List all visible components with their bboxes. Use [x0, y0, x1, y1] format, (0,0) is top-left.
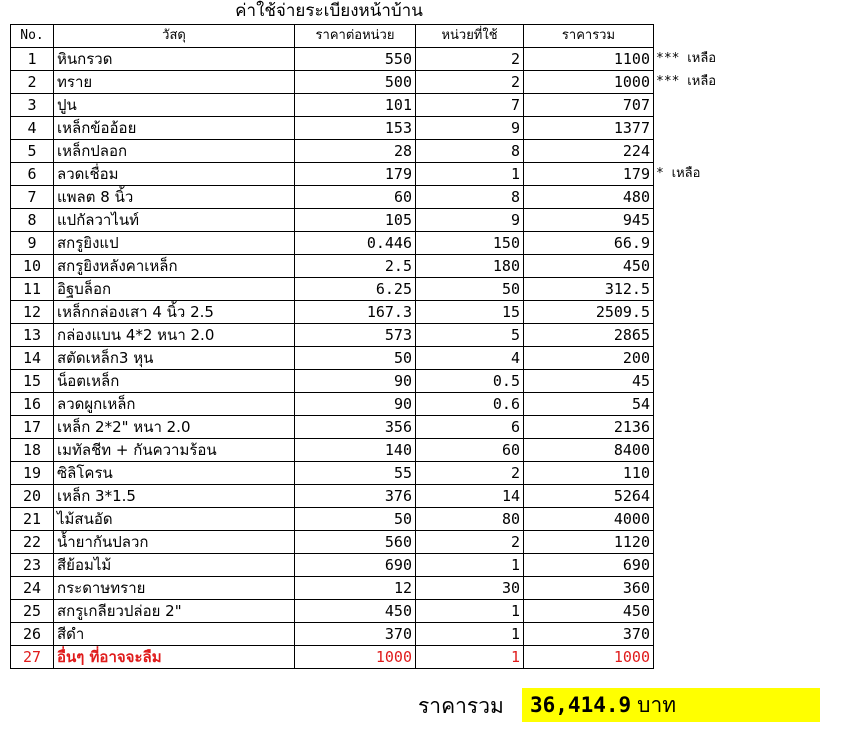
cell-qty: 1	[416, 623, 524, 646]
cell-price: 12	[295, 577, 416, 600]
cell-total: 110	[524, 462, 654, 485]
cell-name: เหล็ก 2*2" หนา 2.0	[54, 416, 295, 439]
cell-qty: 2	[416, 48, 524, 71]
grand-total-label: ราคารวม	[418, 694, 504, 718]
cell-name: ลวดผูกเหล็ก	[54, 393, 295, 416]
cell-price: 0.446	[295, 232, 416, 255]
cell-name: แพลต 8 นิ้ว	[54, 186, 295, 209]
cell-qty: 2	[416, 531, 524, 554]
header-no: No.	[11, 25, 54, 48]
cell-name: สกรูเกลียวปล่อย 2"	[54, 600, 295, 623]
cell-price: 550	[295, 48, 416, 71]
table-row	[11, 485, 654, 508]
cell-qty: 2	[416, 462, 524, 485]
cell-no: 17	[11, 416, 54, 439]
cell-no: 12	[11, 301, 54, 324]
cell-no: 22	[11, 531, 54, 554]
cell-name: สีดำ	[54, 623, 295, 646]
cell-no: 20	[11, 485, 54, 508]
cell-qty: 6	[416, 416, 524, 439]
table-row	[11, 71, 654, 94]
cell-no: 21	[11, 508, 54, 531]
cell-price: 500	[295, 71, 416, 94]
cell-price: 376	[295, 485, 416, 508]
cell-total: 200	[524, 347, 654, 370]
table-row	[11, 508, 654, 531]
cell-price: 153	[295, 117, 416, 140]
cell-price: 560	[295, 531, 416, 554]
cell-price: 28	[295, 140, 416, 163]
cell-qty: 9	[416, 117, 524, 140]
table-row	[11, 94, 654, 117]
cell-total: 45	[524, 370, 654, 393]
table-row	[11, 646, 654, 669]
cell-qty: 8	[416, 186, 524, 209]
table-row	[11, 554, 654, 577]
cell-price: 55	[295, 462, 416, 485]
cell-price: 60	[295, 186, 416, 209]
cell-no: 13	[11, 324, 54, 347]
table-row	[11, 117, 654, 140]
cell-qty: 8	[416, 140, 524, 163]
cell-no: 27	[11, 646, 54, 669]
cell-qty: 4	[416, 347, 524, 370]
cell-qty: 150	[416, 232, 524, 255]
cell-no: 26	[11, 623, 54, 646]
cell-price: 690	[295, 554, 416, 577]
cell-name: เหล็กข้ออ้อย	[54, 117, 295, 140]
cell-total: 450	[524, 600, 654, 623]
table-row	[11, 370, 654, 393]
cell-no: 19	[11, 462, 54, 485]
cell-total: 1377	[524, 117, 654, 140]
cell-no: 1	[11, 48, 54, 71]
header-quantity: หน่วยที่ใช้	[416, 25, 524, 48]
cell-no: 16	[11, 393, 54, 416]
table-row	[11, 186, 654, 209]
cell-qty: 0.6	[416, 393, 524, 416]
cell-name: เหล็ก 3*1.5	[54, 485, 295, 508]
cell-qty: 1	[416, 646, 524, 669]
cell-no: 18	[11, 439, 54, 462]
cell-name: อิฐบล็อก	[54, 278, 295, 301]
cell-price: 167.3	[295, 301, 416, 324]
cell-total: 1120	[524, 531, 654, 554]
table-row	[11, 577, 654, 600]
row-note: *** เหลือ	[656, 74, 717, 89]
table-row	[11, 140, 654, 163]
cell-price: 6.25	[295, 278, 416, 301]
cell-no: 2	[11, 71, 54, 94]
cell-no: 11	[11, 278, 54, 301]
cell-price: 90	[295, 393, 416, 416]
cell-total: 8400	[524, 439, 654, 462]
cell-total: 480	[524, 186, 654, 209]
cell-qty: 180	[416, 255, 524, 278]
table-row	[11, 462, 654, 485]
cell-qty: 2	[416, 71, 524, 94]
cell-price: 2.5	[295, 255, 416, 278]
cell-price: 450	[295, 600, 416, 623]
cell-price: 105	[295, 209, 416, 232]
cell-name: กระดาษทราย	[54, 577, 295, 600]
header-material: วัสดุ	[54, 25, 295, 48]
cell-name: หินกรวด	[54, 48, 295, 71]
cell-qty: 7	[416, 94, 524, 117]
cell-qty: 0.5	[416, 370, 524, 393]
cell-no: 6	[11, 163, 54, 186]
cell-name: ซิลิโครน	[54, 462, 295, 485]
row-note: *** เหลือ	[656, 51, 717, 66]
cell-total: 945	[524, 209, 654, 232]
cell-no: 23	[11, 554, 54, 577]
cell-price: 101	[295, 94, 416, 117]
cell-name: สีย้อมไม้	[54, 554, 295, 577]
cell-total: 5264	[524, 485, 654, 508]
cell-total: 1000	[524, 71, 654, 94]
table-row	[11, 600, 654, 623]
cell-price: 90	[295, 370, 416, 393]
cell-qty: 30	[416, 577, 524, 600]
cell-name: ลวดเชื่อม	[54, 163, 295, 186]
cell-total: 179	[524, 163, 654, 186]
cell-total: 360	[524, 577, 654, 600]
cell-no: 10	[11, 255, 54, 278]
cell-price: 370	[295, 623, 416, 646]
cell-total: 54	[524, 393, 654, 416]
cell-no: 9	[11, 232, 54, 255]
cost-table	[10, 24, 654, 669]
cell-no: 15	[11, 370, 54, 393]
cell-qty: 1	[416, 163, 524, 186]
cell-price: 140	[295, 439, 416, 462]
cell-qty: 14	[416, 485, 524, 508]
cell-name: ไม้สนอัด	[54, 508, 295, 531]
cell-total: 4000	[524, 508, 654, 531]
cell-price: 50	[295, 347, 416, 370]
table-row	[11, 232, 654, 255]
header-row	[11, 25, 654, 48]
cell-price: 179	[295, 163, 416, 186]
cell-total: 2509.5	[524, 301, 654, 324]
table-row	[11, 255, 654, 278]
grand-total-value: 36,414.9	[530, 693, 632, 717]
cell-qty: 50	[416, 278, 524, 301]
grand-total-unit: บาท	[637, 693, 677, 717]
cell-total: 450	[524, 255, 654, 278]
table-row	[11, 278, 654, 301]
sheet-title: ค่าใช้จ่ายระเบียงหน้าบ้าน	[235, 1, 423, 21]
table-row	[11, 163, 654, 186]
cell-qty: 15	[416, 301, 524, 324]
cell-qty: 80	[416, 508, 524, 531]
table-row	[11, 623, 654, 646]
cell-name: สตัดเหล็ก3 หุน	[54, 347, 295, 370]
cell-total: 224	[524, 140, 654, 163]
cell-total: 312.5	[524, 278, 654, 301]
table-row	[11, 439, 654, 462]
cell-name: น้ำยากันปลวก	[54, 531, 295, 554]
cell-name: กล่องแบน 4*2 หนา 2.0	[54, 324, 295, 347]
cell-no: 4	[11, 117, 54, 140]
table-row	[11, 301, 654, 324]
cell-no: 25	[11, 600, 54, 623]
cell-total: 1100	[524, 48, 654, 71]
table-row	[11, 416, 654, 439]
cell-name: น็อตเหล็ก	[54, 370, 295, 393]
cell-total: 707	[524, 94, 654, 117]
cell-price: 1000	[295, 646, 416, 669]
cell-name: เมทัลชีท + กันความร้อน	[54, 439, 295, 462]
cell-price: 356	[295, 416, 416, 439]
cell-qty: 5	[416, 324, 524, 347]
cell-no: 24	[11, 577, 54, 600]
cell-name: เหล็กปลอก	[54, 140, 295, 163]
cell-qty: 1	[416, 600, 524, 623]
header-unit-price: ราคาต่อหน่วย	[295, 25, 416, 48]
cell-no: 8	[11, 209, 54, 232]
cell-price: 573	[295, 324, 416, 347]
row-note: * เหลือ	[656, 166, 701, 181]
cell-total: 370	[524, 623, 654, 646]
cell-no: 7	[11, 186, 54, 209]
cell-total: 66.9	[524, 232, 654, 255]
cell-no: 5	[11, 140, 54, 163]
cell-name: สกรูยิงแป	[54, 232, 295, 255]
table-row	[11, 324, 654, 347]
cell-name: เหล็กกล่องเสา 4 นิ้ว 2.5	[54, 301, 295, 324]
cell-no: 3	[11, 94, 54, 117]
cell-name: สกรูยิงหลังคาเหล็ก	[54, 255, 295, 278]
cell-price: 50	[295, 508, 416, 531]
header-total: ราคารวม	[524, 25, 654, 48]
cell-qty: 9	[416, 209, 524, 232]
cell-qty: 60	[416, 439, 524, 462]
table-row	[11, 48, 654, 71]
cell-qty: 1	[416, 554, 524, 577]
grand-total-box	[522, 688, 820, 722]
cell-no: 14	[11, 347, 54, 370]
table-row	[11, 347, 654, 370]
cell-name: ปูน	[54, 94, 295, 117]
table-row	[11, 531, 654, 554]
cell-total: 690	[524, 554, 654, 577]
cell-name: แปกัลวาไนท์	[54, 209, 295, 232]
cell-name: ทราย	[54, 71, 295, 94]
cell-total: 2136	[524, 416, 654, 439]
table-row	[11, 209, 654, 232]
cell-total: 1000	[524, 646, 654, 669]
table-row	[11, 393, 654, 416]
cell-total: 2865	[524, 324, 654, 347]
cell-name: อื่นๆ ที่อาจจะลืม	[54, 646, 295, 669]
